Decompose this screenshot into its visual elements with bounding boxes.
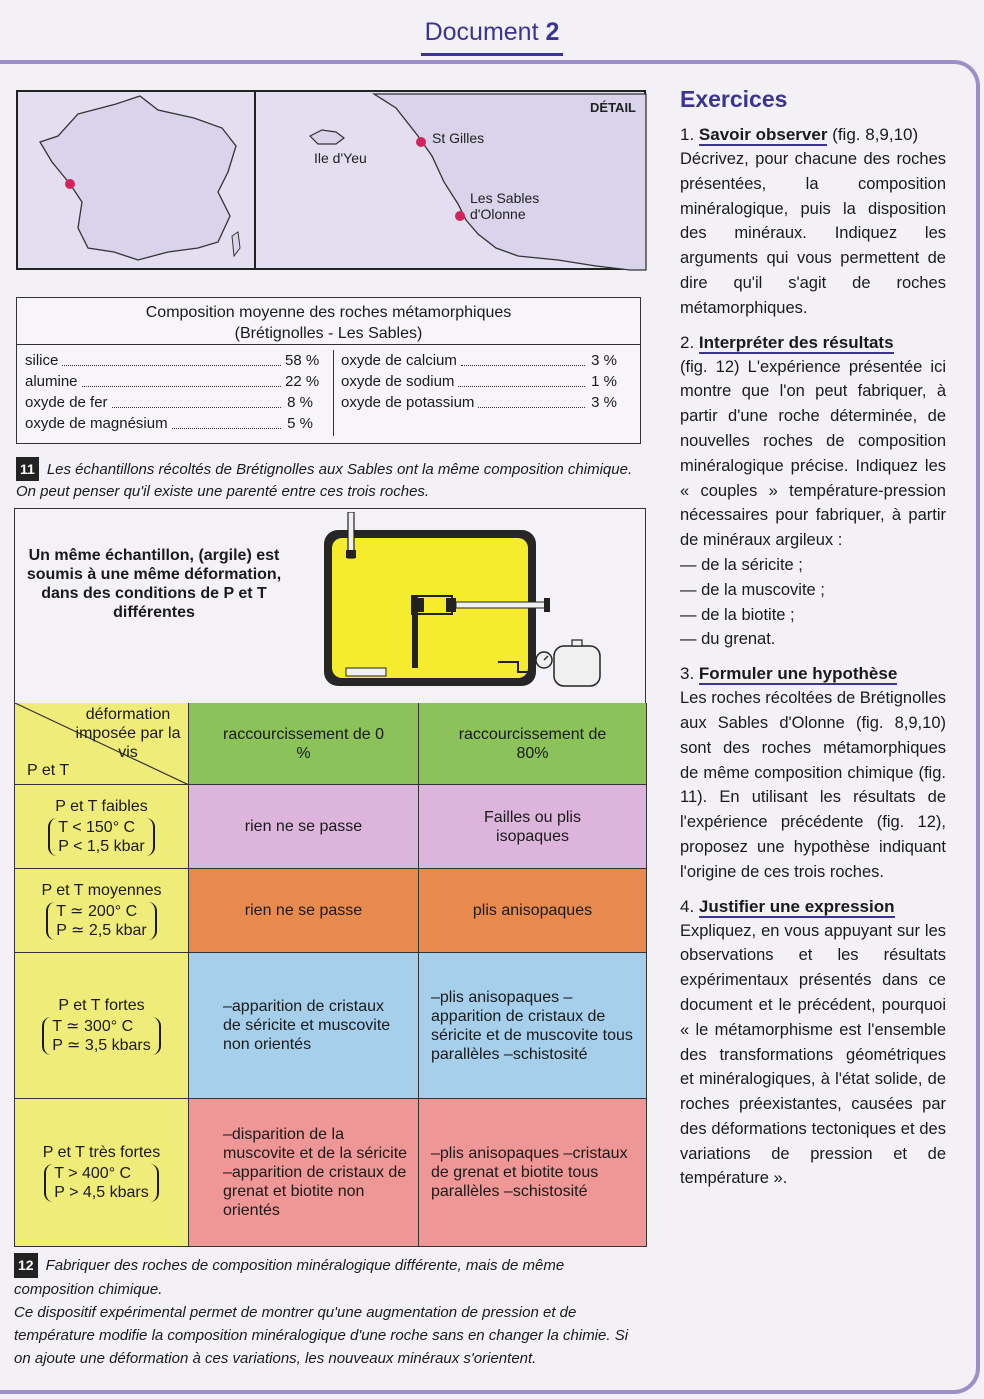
location-marker-france — [65, 179, 75, 189]
result-faibles-0: rien ne se passe — [189, 785, 419, 869]
pt-label-moyennes: P et T moyennes T ≃ 200° C P ≃ 2,5 kbar — [15, 869, 189, 953]
composition-row: alumine 22 % — [25, 373, 320, 390]
exercises-title: Exercices — [680, 86, 788, 112]
france-outline — [40, 96, 236, 260]
result-faibles-80: Failles ou plis isopaques — [419, 785, 647, 869]
composition-title: Composition moyenne des roches métamorphiques (Brétignolles - Les Sables) — [145, 304, 512, 342]
result-fortes-80: –plis anisopaques –apparition de cristaux de séricite et de muscovite tous parallèles –schistosité — [419, 953, 647, 1099]
location-map — [16, 90, 646, 270]
exercise-3-heading: 3. Formuler une hypothèse — [680, 664, 898, 684]
exercise-2-heading: 2. Interpréter des résultats — [680, 332, 894, 352]
exercise-1-text: Décrivez, pour chacune des roches présentées, la composition minéralogique, puis la disposition des minéraux. Indiquez les arguments qui vous permettent de dire qu'il s'agit de roches métamorphiques. — [680, 150, 946, 317]
label-les-sables-1: Les Sables — [470, 190, 540, 206]
corner-cell: déformation imposée par la vis P et T — [15, 703, 189, 785]
composition-row: oxyde de sodium 1 % — [341, 373, 617, 390]
result-fortes-0: –apparition de cristaux de séricite et muscovite non orientés — [189, 953, 419, 1099]
island-yeu — [310, 130, 344, 144]
pt-label-faibles: P et T faibles T < 150° C P < 1,5 kbar — [15, 785, 189, 869]
figure-12-number: 12 — [14, 1253, 38, 1278]
document-header — [0, 18, 984, 56]
result-tres-fortes-80: –plis anisopaques –cristaux de grenat et biotite tous parallèles –schistosité — [419, 1099, 647, 1247]
exercise-4-text: Expliquez, en vous appuyant sur les observations et les résultats expérimentaux présentés dans ce document et le précédent, pourquoi « le métamorphisme est l'ensemble des transformations géométriques et minéralogiques, à l'état solide, de roches préexistantes, causées par des déformations tectoniques et des variations de pression et de température ». — [680, 921, 946, 1188]
exercise-3-text: Les roches récoltées de Brétignolles aux Sables d'Olonne (fig. 8,9,10) sont des roches métamorphiques de même composition chimique (fig. 11). En utilisant les résultats de l'expérience précédente (fig. 12), proposez une hypothèse indiquant l'origine de ces trois roches. — [680, 689, 946, 881]
header-shortening-80: raccourcissement de 80% — [419, 703, 647, 785]
figure-11-caption: 11 Les échantillons récoltés de Brétignolles aux Sables ont la même composition chimique. On peut penser qu'il existe une parenté entre ces trois roches. — [16, 457, 644, 503]
result-tres-fortes-0: –disparition de la muscovite et de la séricite –apparition de cristaux de grenat et biotite non orientés — [189, 1099, 419, 1247]
label-ile-yeu: Ile d'Yeu — [314, 150, 367, 166]
map-divider — [254, 92, 256, 268]
map-detail-label: DÉTAIL — [590, 100, 636, 115]
label-st-gilles: St Gilles — [432, 130, 485, 146]
composition-row: oxyde de magnésium 5 % — [25, 415, 313, 432]
composition-table — [16, 297, 641, 444]
composition-left-column — [25, 350, 320, 434]
exercise-2-list-item: — de la séricite ; — [680, 555, 803, 574]
exercises-panel — [680, 86, 946, 1191]
label-les-sables-2: d'Olonne — [470, 206, 526, 222]
pt-label-fortes: P et T fortes T ≃ 300° C P ≃ 3,5 kbars — [15, 953, 189, 1099]
header-shortening-0: raccourcissement de 0 % — [189, 703, 419, 785]
result-moyennes-0: rien ne se passe — [189, 869, 419, 953]
figure-11-number: 11 — [16, 457, 39, 481]
pt-label-tres-fortes: P et T très fortes T > 400° C P > 4,5 kbars — [15, 1099, 189, 1247]
result-moyennes-80: plis anisopaques — [419, 869, 647, 953]
exercise-2-text: (fig. 12) L'expérience présentée ici montre que l'on peut fabriquer, à partir d'une roche déterminée, de nouvelles roches de composition minéralogique précise. Indiquez les « couples » température-pression nécessaires pour fabriquer, à partir de minéraux argileux : — [680, 357, 946, 550]
results-grid — [14, 703, 646, 1247]
document-title: Document 2 — [421, 18, 564, 56]
exercise-2-list-item: — de la muscovite ; — [680, 580, 825, 599]
coast-detail — [374, 94, 646, 270]
composition-row: oxyde de potassium 3 % — [341, 394, 617, 411]
composition-row: oxyde de fer 8 % — [25, 394, 313, 411]
composition-row: oxyde de calcium 3 % — [341, 352, 617, 369]
experiment-title: Un même échantillon, (argile) est soumis à une même déformation, dans des conditions de P et T différentes — [26, 547, 282, 621]
map-drawing — [18, 92, 648, 272]
location-marker-les-sables — [455, 211, 465, 221]
location-marker-st-gilles — [416, 137, 426, 147]
composition-row: silice 58 % — [25, 352, 320, 369]
exercise-4-heading: 4. Justifier une expression — [680, 896, 895, 916]
exercise-2-list-item: — de la biotite ; — [680, 605, 795, 624]
exercise-1-heading: 1. Savoir observer (fig. 8,9,10) — [680, 125, 919, 144]
exercise-2-list-item: — du grenat. — [680, 630, 776, 649]
experiment-device-illustration — [318, 512, 638, 698]
corsica — [232, 232, 240, 256]
composition-right-column — [341, 350, 617, 413]
figure-12-caption: 12 Fabriquer des roches de composition minéralogique différente, mais de même composition chimique. Ce dispositif expérimental permet de montrer qu'une augmentation de pression et de température modifie la composition minéralogique d'une roche sans en changer la chimie. Si on ajoute une déformation à ces variations, les nouveaux minéraux s'orientent. — [14, 1253, 640, 1370]
